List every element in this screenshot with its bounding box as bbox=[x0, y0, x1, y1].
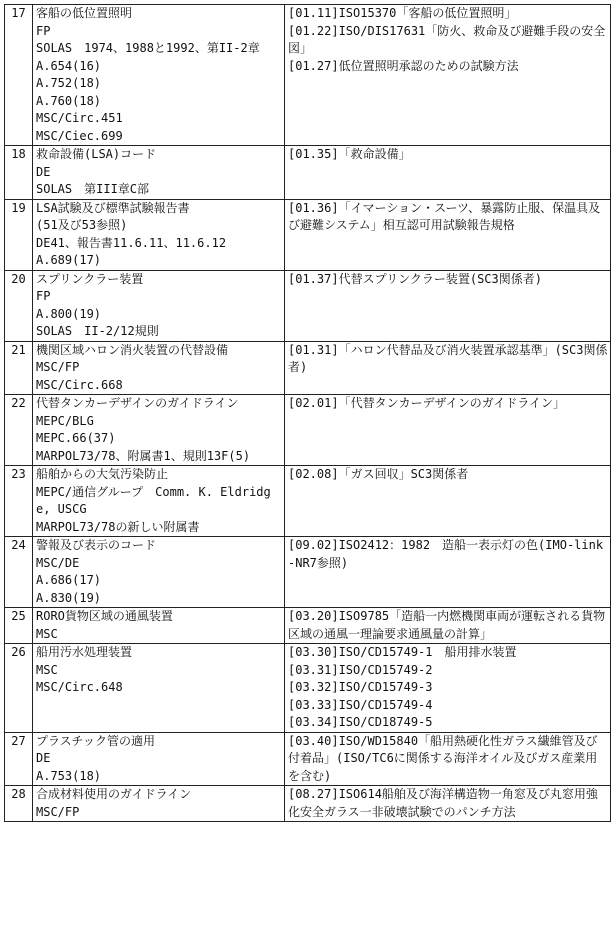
standard-reference: [01.27]低位置照明承認のための試験方法 bbox=[288, 58, 519, 73]
row-number: 19 bbox=[5, 199, 33, 270]
standard-reference: [03.30]ISO/CD15749-1 船用排水装置 bbox=[288, 645, 517, 659]
item-cell bbox=[33, 270, 285, 341]
item-reference: MEPC.66(37) bbox=[36, 431, 116, 445]
item-reference: (51及び53参照) bbox=[36, 218, 128, 232]
table-row bbox=[5, 270, 611, 341]
item-cell bbox=[33, 732, 285, 786]
row-number: 20 bbox=[5, 270, 33, 341]
row-number: 24 bbox=[5, 537, 33, 608]
item-reference: MSC/Circ.451 bbox=[36, 111, 123, 125]
table-body bbox=[5, 5, 611, 822]
item-reference: MARPOL73/78、附属書1、規則13F(5) bbox=[36, 448, 251, 463]
row-number: 22 bbox=[5, 395, 33, 466]
item-reference: MSC bbox=[36, 626, 58, 641]
row-number: 27 bbox=[5, 732, 33, 786]
item-reference: SOLAS 1974、1988と1992、第II-2章 bbox=[36, 41, 260, 55]
item-title: 救命設備(LSA)コード bbox=[36, 147, 157, 161]
item-title: 機関区域ハロン消火装置の代替設備 bbox=[36, 342, 229, 357]
item-reference: DE bbox=[36, 164, 51, 179]
item-reference: MSC/FP bbox=[36, 360, 80, 374]
item-reference: MEPC/通信グループ Comm. K. Eldridge, USCG bbox=[36, 484, 271, 516]
item-title: スプリンクラー装置 bbox=[36, 271, 144, 286]
item-reference: A.753(18) bbox=[36, 768, 102, 783]
row-number: 23 bbox=[5, 466, 33, 537]
standard-reference: [01.31]「ハロン代替品及び消火装置承認基準」(SC3関係者) bbox=[288, 342, 608, 374]
item-reference: A.752(18) bbox=[36, 76, 102, 90]
item-reference: A.689(17) bbox=[36, 253, 102, 267]
item-cell bbox=[33, 537, 285, 608]
item-cell bbox=[33, 199, 285, 270]
table-row bbox=[5, 732, 611, 786]
item-reference: DE bbox=[36, 751, 51, 765]
standards-cell bbox=[285, 395, 611, 466]
item-reference: MEPC/BLG bbox=[36, 413, 94, 428]
standard-reference: [09.02]ISO2412：1982 造船一表示灯の色(IMO-link-NR7参照) bbox=[288, 538, 604, 570]
item-reference: SOLAS II-2/12規則 bbox=[36, 324, 159, 338]
item-cell bbox=[33, 608, 285, 644]
table-row bbox=[5, 341, 611, 395]
row-number: 26 bbox=[5, 644, 33, 733]
item-cell bbox=[33, 395, 285, 466]
standard-reference: [08.27]ISO614船舶及び海洋構造物一角窓及び丸窓用強化安全ガラス一非破壊試験でのパンチ方法 bbox=[288, 787, 598, 819]
item-reference: SOLAS 第III章C部 bbox=[36, 182, 150, 196]
standard-reference: [03.40]ISO/WD15840「船用熱硬化性ガラス繊維管及び付着品」(ISO/TC6に関係する海洋オイル及びガス産業用を含む) bbox=[288, 733, 598, 783]
table-row bbox=[5, 395, 611, 466]
standard-reference: [02.01]「代替タンカーデザインのガイドライン」 bbox=[288, 396, 566, 410]
standard-reference: [03.32]ISO/CD15749-3 bbox=[288, 680, 433, 694]
item-title: LSA試験及び標準試験報告書 bbox=[36, 200, 190, 215]
item-cell bbox=[33, 786, 285, 822]
item-reference: FP bbox=[36, 23, 51, 38]
item-reference: A.654(16) bbox=[36, 58, 102, 73]
table-row bbox=[5, 786, 611, 822]
item-reference: A.686(17) bbox=[36, 573, 102, 587]
item-cell bbox=[33, 146, 285, 200]
item-cell bbox=[33, 5, 285, 146]
item-title: プラスチック管の適用 bbox=[36, 733, 156, 748]
standard-reference: [01.22]ISO/DIS17631「防火、救命及び避難手段の安全図」 bbox=[288, 23, 606, 55]
row-number: 25 bbox=[5, 608, 33, 644]
item-title: 合成材料使用のガイドライン bbox=[36, 787, 192, 801]
item-reference: MSC/DE bbox=[36, 555, 80, 570]
standards-cell bbox=[285, 270, 611, 341]
table-row bbox=[5, 644, 611, 733]
item-cell bbox=[33, 644, 285, 733]
standards-cell bbox=[285, 537, 611, 608]
item-reference: MSC bbox=[36, 662, 58, 677]
item-reference: A.830(19) bbox=[36, 590, 102, 605]
item-title: RORO貨物区域の通風装置 bbox=[36, 609, 173, 623]
table-row bbox=[5, 5, 611, 146]
item-title: 客船の低位置照明 bbox=[36, 6, 133, 20]
row-number: 17 bbox=[5, 5, 33, 146]
row-number: 28 bbox=[5, 786, 33, 822]
imo-iso-table bbox=[4, 4, 611, 822]
item-reference: DE41、報告書11.6.11、11.6.12 bbox=[36, 235, 227, 250]
standards-cell bbox=[285, 199, 611, 270]
standards-cell bbox=[285, 608, 611, 644]
item-reference: MSC/Circ.648 bbox=[36, 680, 123, 694]
standards-cell bbox=[285, 146, 611, 200]
table-row bbox=[5, 608, 611, 644]
item-title: 代替タンカーデザインのガイドライン bbox=[36, 396, 239, 410]
standard-reference: [02.08]「ガス回収」SC3関係者 bbox=[288, 467, 469, 481]
item-cell bbox=[33, 466, 285, 537]
standard-reference: [03.31]ISO/CD15749-2 bbox=[288, 662, 433, 677]
item-reference: A.760(18) bbox=[36, 93, 102, 108]
item-reference: MSC/Circ.668 bbox=[36, 377, 123, 392]
item-title: 船用汚水処理装置 bbox=[36, 645, 133, 659]
row-number: 18 bbox=[5, 146, 33, 200]
item-reference: MSC/Ciec.699 bbox=[36, 128, 123, 143]
item-title: 警報及び表示のコード bbox=[36, 538, 157, 552]
table-row bbox=[5, 537, 611, 608]
standard-reference: [01.11]ISO15370「客船の低位置照明」 bbox=[288, 6, 517, 20]
standards-cell bbox=[285, 5, 611, 146]
item-reference: MSC/FP bbox=[36, 804, 80, 819]
document-page bbox=[4, 4, 610, 822]
standard-reference: [01.35]「救命設備」 bbox=[288, 147, 411, 161]
standard-reference: [03.34]ISO/CD18749-5 bbox=[288, 715, 433, 729]
standard-reference: [01.36]「イマーション・スーツ、暴露防止服、保温具及び避難システム」相互認可用試験報告規格 bbox=[288, 200, 601, 232]
table-row bbox=[5, 199, 611, 270]
item-reference: A.800(19) bbox=[36, 306, 102, 321]
standard-reference: [03.20]ISO9785「造船一内燃機関車両が運転される貨物区域の通風一理論要求通風量の計算」 bbox=[288, 609, 606, 641]
item-reference: MARPOL73/78の新しい附属書 bbox=[36, 519, 200, 534]
standards-cell bbox=[285, 341, 611, 395]
table-row bbox=[5, 146, 611, 200]
table-row bbox=[5, 466, 611, 537]
item-title: 船舶からの大気汚染防止 bbox=[36, 467, 169, 481]
standards-cell bbox=[285, 644, 611, 733]
row-number: 21 bbox=[5, 341, 33, 395]
standards-cell bbox=[285, 732, 611, 786]
standards-cell bbox=[285, 786, 611, 822]
item-cell bbox=[33, 341, 285, 395]
item-reference: FP bbox=[36, 289, 51, 303]
standard-reference: [03.33]ISO/CD15749-4 bbox=[288, 697, 433, 712]
standard-reference: [01.37]代替スプリンクラー装置(SC3関係者) bbox=[288, 271, 542, 286]
standards-cell bbox=[285, 466, 611, 537]
